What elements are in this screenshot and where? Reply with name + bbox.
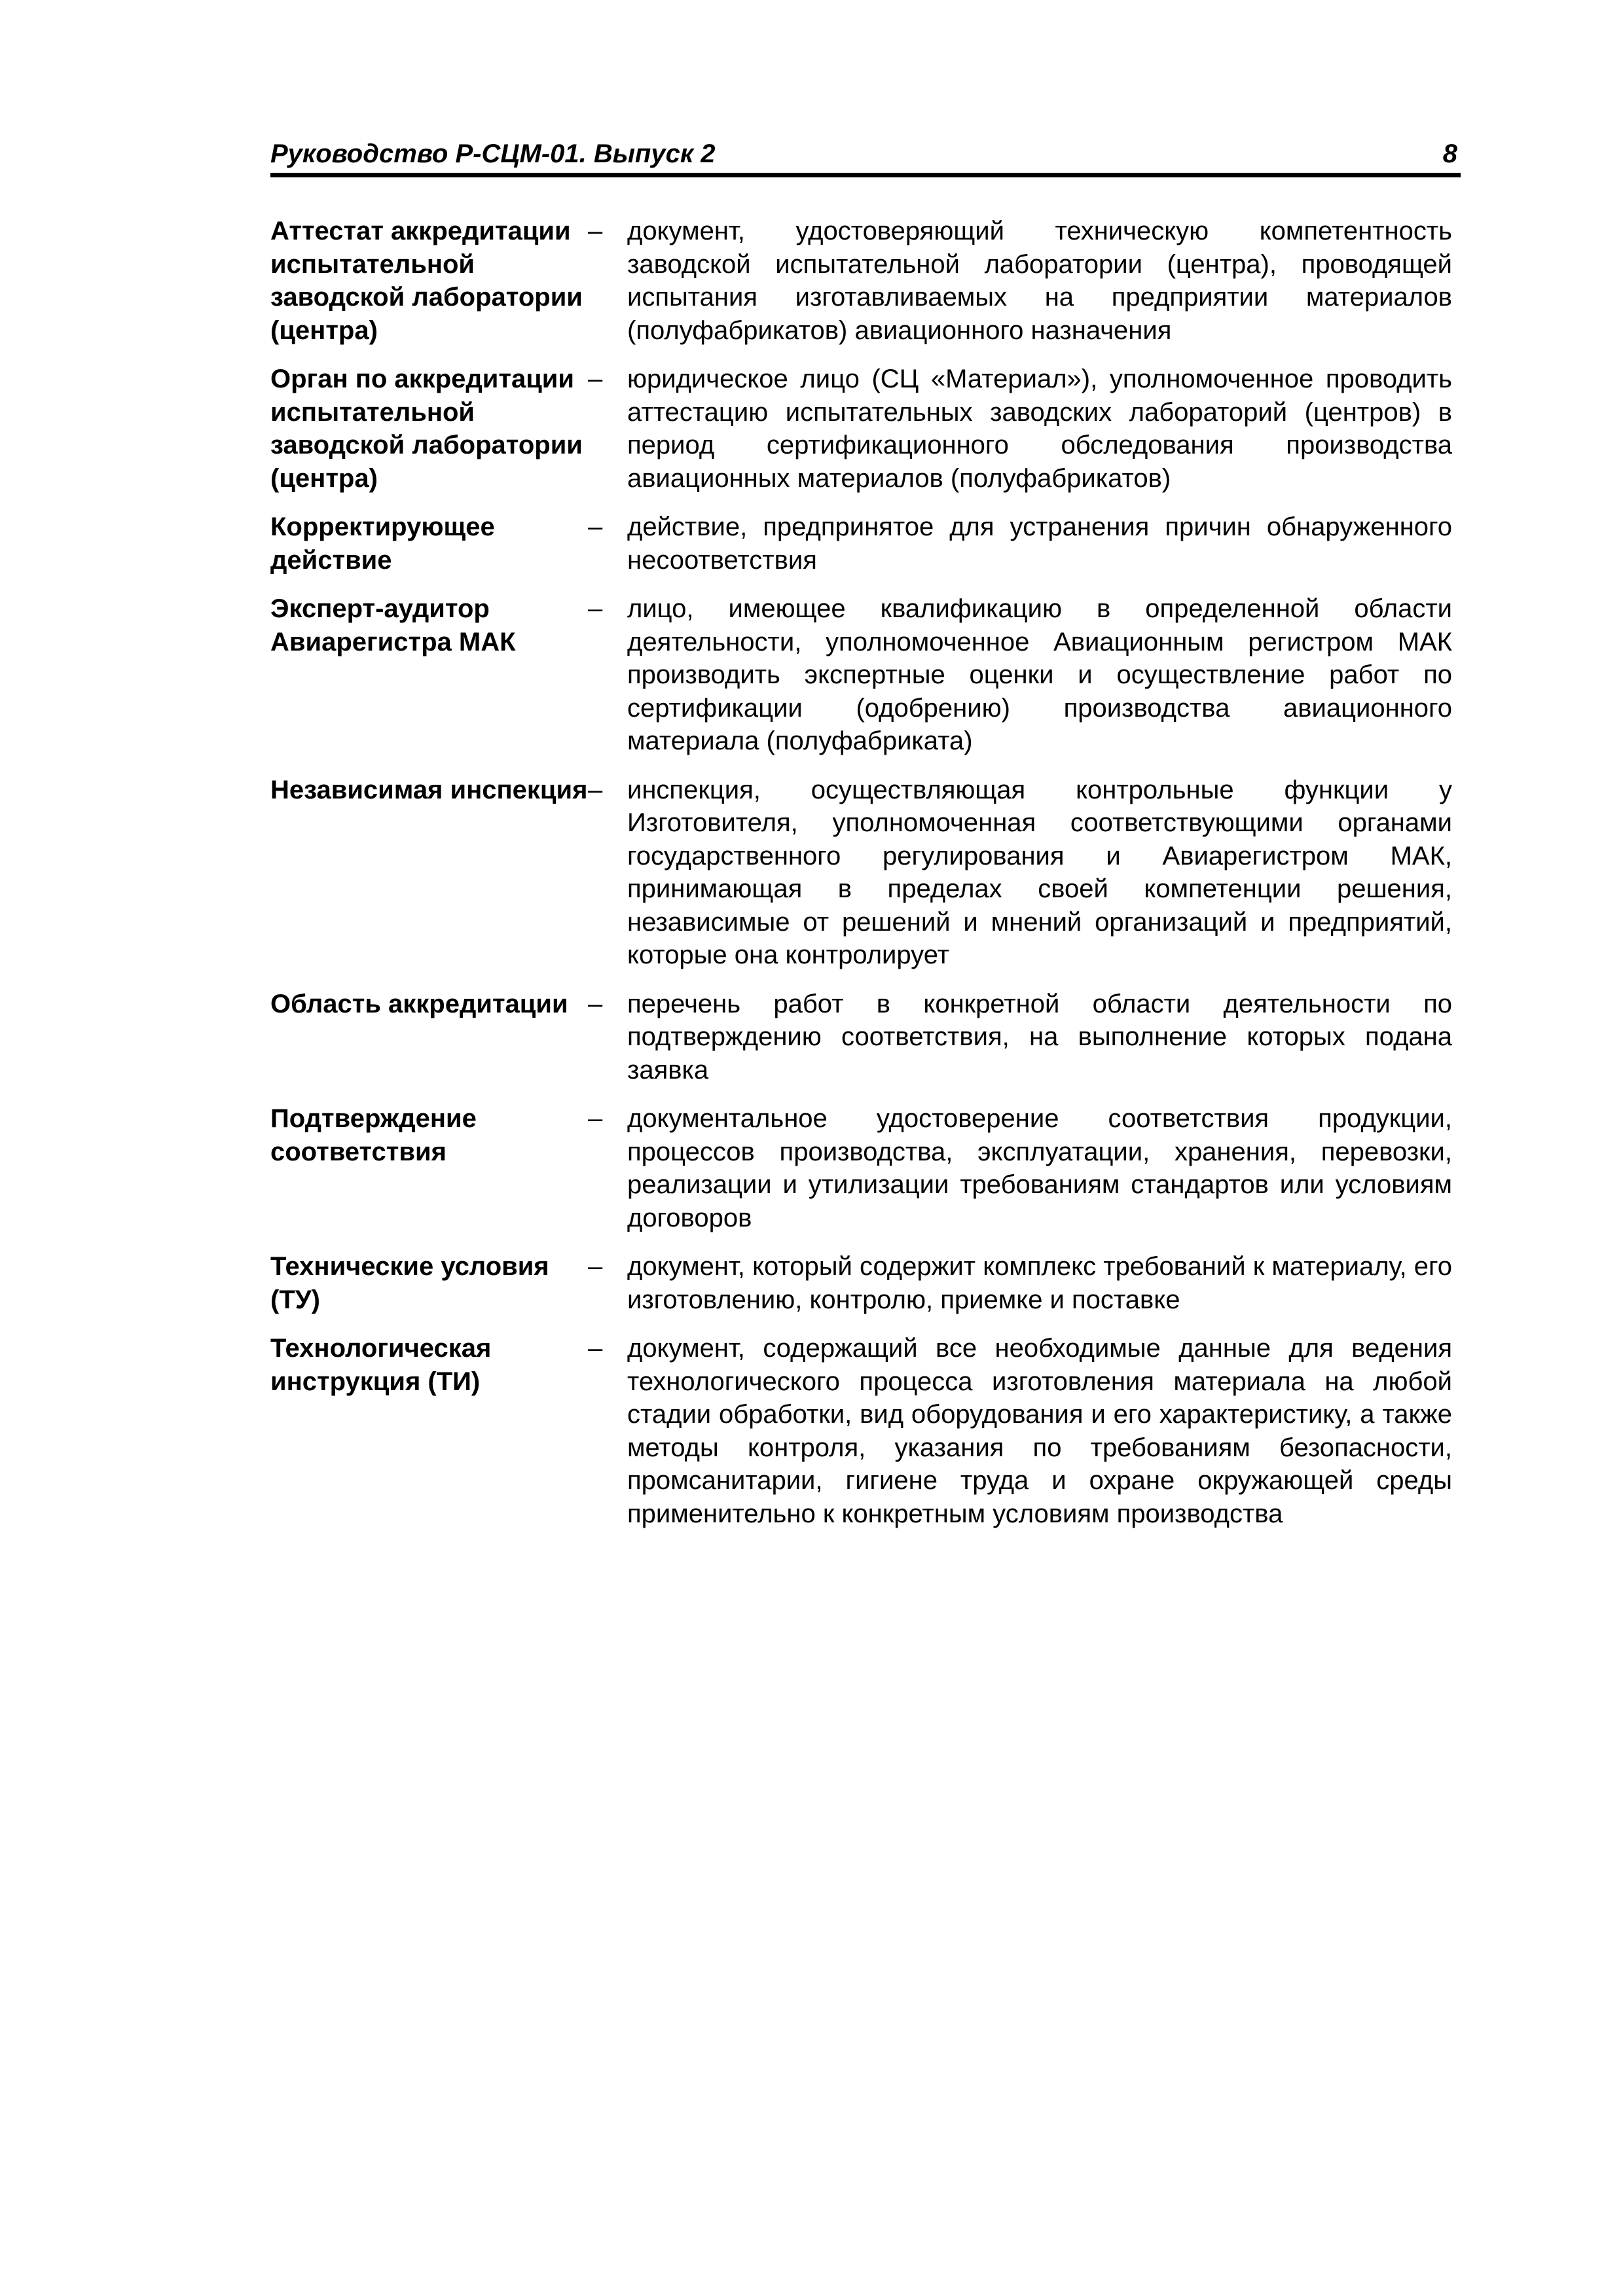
term-dash: – (588, 1334, 603, 1363)
page-header (270, 137, 1461, 171)
glossary-definition: документ, удостоверяющий техническую компетентность заводской испытательной лаборатории (центра), проводящей испытания изготавливаемых на предприятии материалов (полуфабрикатов) авиационного назначения (627, 217, 1452, 345)
term-dash: – (588, 365, 603, 393)
glossary-entry (270, 592, 1452, 758)
glossary-term: Независимая инспекция (270, 775, 588, 804)
term-dash: – (588, 1104, 603, 1133)
glossary-entry (270, 1332, 1452, 1530)
term-dash: – (588, 594, 603, 623)
glossary-definition: перечень работ в конкретной области деятельности по подтверждению соответствия, на выполнение которых подана заявка (627, 989, 1452, 1085)
glossary-entry (270, 1250, 1452, 1316)
term-dash: – (588, 989, 603, 1018)
glossary-term: Корректирующее действие (270, 512, 495, 575)
glossary-entry (270, 215, 1452, 347)
glossary-entry (270, 363, 1452, 495)
glossary-list (270, 215, 1452, 1546)
header-rule (270, 173, 1461, 177)
glossary-definition: документальное удостоверение соответствия продукции, процессов производства, эксплуатации, хранения, перевозки, реализации и утилизации требованиям стандартов или условиям договоров (627, 1104, 1452, 1232)
glossary-term: Эксперт-аудитор Авиарегистра МАК (270, 594, 516, 656)
glossary-definition: юридическое лицо (СЦ «Материал»), уполномоченное проводить аттестацию испытательных заводских лабораторий (центров) в период сертификационного обследования производства авиационных материалов (полуфабрикатов) (627, 365, 1452, 493)
glossary-entry (270, 1102, 1452, 1234)
term-dash: – (588, 217, 603, 245)
glossary-entry (270, 511, 1452, 577)
glossary-term: Область аккредитации (270, 989, 568, 1018)
document-title: Руководство Р-СЦМ-01. Выпуск 2 (270, 139, 716, 168)
glossary-entry (270, 774, 1452, 972)
glossary-term: Орган по аккредитации испытательной заводской лаборатории (центра) (270, 365, 583, 493)
glossary-term: Технологическая инструкция (ТИ) (270, 1334, 492, 1396)
glossary-term: Аттестат аккредитации испытательной заводской лаборатории (центра) (270, 217, 583, 345)
glossary-definition: инспекция, осуществляющая контрольные функции у Изготовителя, уполномоченная соответствующими органами государственного регулирования и Авиарегистром МАК, принимающая в пределах своей компетенции решения, независимые от решений и мнений организаций и предприятий, которые она контролирует (627, 775, 1452, 969)
glossary-term: Подтверждение соответствия (270, 1104, 477, 1166)
glossary-entry (270, 988, 1452, 1087)
page-number: 8 (1442, 139, 1457, 168)
glossary-definition: действие, предпринятое для устранения причин обнаруженного несоответствия (627, 512, 1452, 575)
term-dash: – (588, 512, 603, 541)
glossary-definition: документ, содержащий все необходимые данные для ведения технологического процесса изготовления материала на любой стадии обработки, вид оборудования и его характеристику, а также методы контроля, указания по требованиям безопасности, промсанитарии, гигиене труда и охране окружающей среды применительно к конкретным условиям производства (627, 1334, 1452, 1528)
glossary-definition: лицо, имеющее квалификацию в определенной области деятельности, уполномоченное Авиационным регистром МАК производить экспертные оценки и осуществление работ по сертификации (одобрению) производства авиационного материала (полуфабриката) (627, 594, 1452, 755)
glossary-term: Технические условия (ТУ) (270, 1252, 549, 1314)
glossary-definition: документ, который содержит комплекс требований к материалу, его изготовлению, контролю, приемке и поставке (627, 1252, 1452, 1314)
term-dash: – (588, 1252, 603, 1281)
term-dash: – (588, 775, 603, 804)
